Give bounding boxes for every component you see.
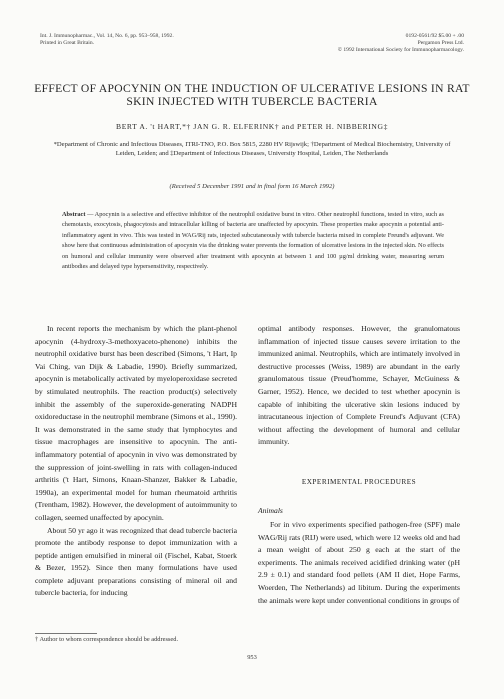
journal-citation: [40, 33, 174, 47]
body-right-column-continued: [258, 519, 460, 607]
article-title: EFFECT OF APOCYNIN ON THE INDUCTION OF ULCERATIVE LESIONS IN RAT SKIN INJECTED WITH TUBERCLE BACTERIA: [34, 82, 470, 108]
body-paragraph: In recent reports the mechanism by which the plant-phenol apocynin (4-hydroxy-3-methoxyaceto-phenone) inhibits the neutrophil oxidative burst has been described (Simons, 't Hart, Ip Vai Ching, van Dijk & Labadie, 1990). Briefly summarized, apocynin is metabolically activated by myeloperoxidase secreted by stimulated neutrophils. The reaction product(s) selectively inhibit the assembly of the superoxide-generating NADPH oxidoreductase in the neutrophil membrane (Simons et al., 1990). It was demonstrated in the same study that lymphocytes and tissue macrophages are insensitive to apocynin. The anti-inflammatory potential of apocynin in vivo was demonstrated by the suppression of joint-swelling in rats with collagen-induced arthritis ('t Hart, Simons, Knaan-Shanzer, Bakker & Labadie, 1990a), an experimental model for human rheumatoid arthritis (Trentham, 1982). However, the development of autoimmunity to collagen, seemed unaffected by apocynin.: [35, 324, 237, 522]
publisher-line-1: 0192-0561/92 $5.00 + .00: [405, 33, 464, 39]
body-right-column: [258, 323, 460, 449]
abstract: [62, 210, 444, 272]
footnote-divider: [35, 633, 97, 634]
body-paragraph: For in vivo experiments specified pathogen-free (SPF) male WAG/Rij rats (RIJ) were used, which were 12 weeks old and had a mean weight of about 250 g each at the start of the experiments. The animals received acidified drinking water (pH 2.9 ± 0.1) and standard food pellets (AM II diet, Hope Farms, Woerden, The Netherlands) ad libitum. During the experiments the animals were kept under conventional conditions in groups of: [258, 520, 460, 605]
abstract-label: Abstract: [62, 211, 86, 218]
publisher-line-3: © 1992 International Society for Immunopharmacology.: [337, 47, 464, 53]
abstract-text: — Apocynin is a selective and effective inhibitor of the neutrophil oxidative burst in vitro. Other neutrophil functions, tested in vitro, such as chemotaxis, exocytosis, phagocytosis and intracellular killing of bacteria are unaffected by apocynin. These properties make apocynin a potential anti-inflammatory agent in vivo. This was tested in WAG/Rij rats, injected subcutaneously with tubercle bacteria mixed in complete Freund's adjuvant. We show here that continuous administration of apocynin via the drinking water prevents the formation of ulcerative lesions in the injected skin. No effects on humoral and cellular immunity were observed after treatment with apocynin at between 1 and 100 µg/ml drinking water, measuring serum antibodies and delayed type hypersensitivity, respectively.: [62, 211, 445, 271]
received-dates: (Received 5 December 1991 and in final form 16 March 1992): [169, 183, 335, 190]
citation-line-2: Printed in Great Britain.: [40, 40, 95, 46]
section-heading: EXPERIMENTAL PROCEDURES: [301, 478, 417, 486]
author-affiliations: *Department of Chronic and Infectious Diseases, ITRI-TNO, P.O. Box 5815, 2280 HV Rijswijk; †Department of Medical Biochemistry, University of Leiden, Leiden; and ‡Department of Infectious Diseases, University Hospital, Leiden, The Netherlands: [53, 141, 451, 158]
publisher-info: [338, 33, 464, 54]
page-number: 953: [247, 654, 257, 661]
subsection-heading: Animals: [258, 506, 283, 515]
body-left-column: [35, 323, 237, 600]
publisher-line-2: Pergamon Press Ltd.: [417, 40, 464, 46]
footnote: † Author to whom correspondence should be addressed.: [35, 636, 179, 643]
body-paragraph: optimal antibody responses. However, the granulomatous inflammation of injected tissue causes severe irritation to the immunized animal. Neutrophils, which are intimately involved in destructive processes (Weiss, 1989) are abundant in the early granulomatous tissue (Preud'homme, Schayer, McGuiness & Garner, 1952). Hence, we decided to test whether apocynin is capable of inhibiting the ulcerative skin lesions induced by intracutaneous injection of Complete Freund's Adjuvant (CFA) without affecting the development of humoral and cellular immunity.: [258, 324, 460, 447]
citation-line-1: Int. J. Immunopharmac., Vol. 14, No. 6, pp. 953–958, 1992.: [40, 33, 174, 39]
body-paragraph: About 50 yr ago it was recognized that dead tubercle bacteria promote the antibody response to depot immunization with a peptide antigen emulsified in mineral oil (Fischel, Kabat, Stoerk & Bezer, 1952). Since then many formulations have used complete adjuvant preparations consisting of mineral oil and tubercle bacteria, for inducing: [35, 525, 237, 598]
article-authors: BERT A. 't HART,*† JAN G. R. ELFERINK† and PETER H. NIBBERING‡: [116, 122, 388, 131]
